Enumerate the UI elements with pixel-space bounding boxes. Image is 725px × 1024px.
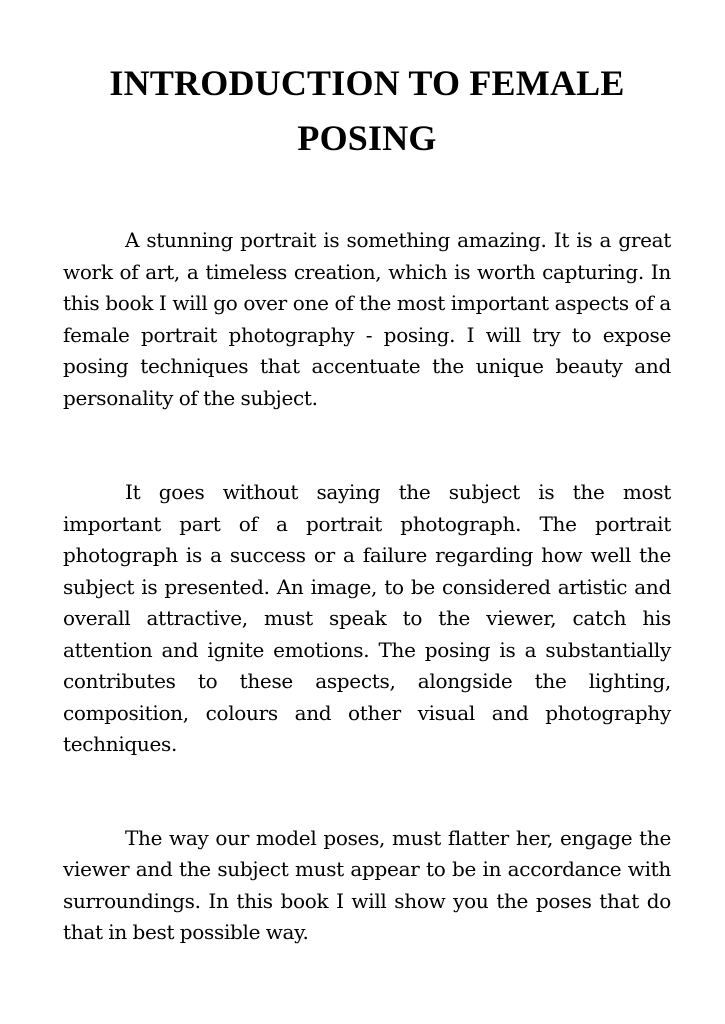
paragraph-intro: A stunning portrait is something amazing. It is a great work of art, a timeless creation, which is worth capturing. In this book I will go over one of the most important aspects of a female portrait photography - posing. I will try to expose posing techniques that accentuate the unique beauty and personality of the subject. — [63, 228, 671, 410]
paragraph-model-poses: The way our model poses, must flatter her, engage the viewer and the subject must appear to be in accordance with surroundings. In this book I will show you the poses that do that in best possible way. — [63, 825, 671, 944]
page-title: INTRODUCTION TO FEMALE POSING — [109, 63, 625, 158]
paragraph-subject: It goes without saying the subject is the most important part of a portrait photograph. The portrait photograph is a success or a failure regarding how well the subject is presented. An image, to be considered artistic and overall attractive, must speak to the viewer, catch his attention and ignite emotions. The posing is a substantially contributes to these aspects, alongside the lighting, composition, colours and other visual and photography techniques. — [63, 480, 671, 756]
